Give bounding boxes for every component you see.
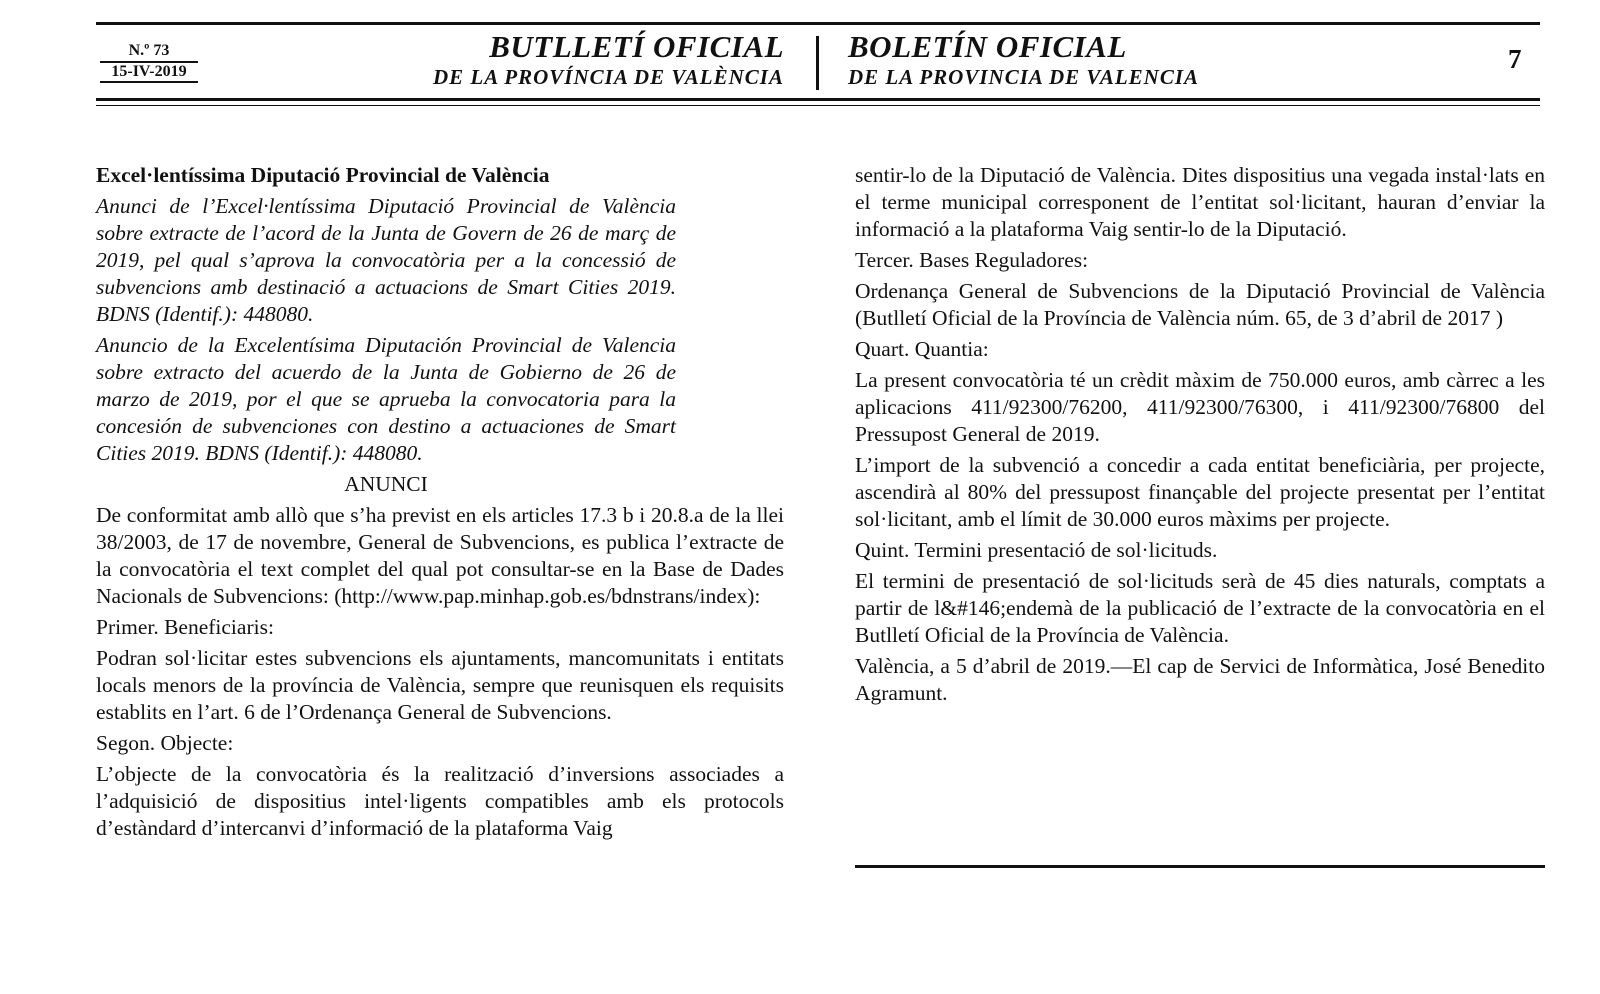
masthead-spanish-subtitle: DE LA PROVINCIA DE VALENCIA xyxy=(848,65,1200,89)
header-bottom-thin-rule xyxy=(96,105,1540,106)
continuation-paragraph: sentir-lo de la Diputació de València. Dites dispositius una vegada instal·lats en el terme municipal corresponent de l’entitat sol·licitant, hauran d’enviar la informació a la plataforma Vaig sentir-lo de la Diputació. xyxy=(855,163,1545,241)
organization-title: Excel·lentíssima Diputació Provincial de València xyxy=(96,163,550,187)
section-text-quint: El termini de presentació de sol·licituds serà de 45 dies naturals, comptats a partir de l&#146;endemà de la publicació de l’extracte de la convocatòria en el Butlletí Oficial de la Província de València. xyxy=(855,569,1545,647)
issue-date: 15-IV-2019 xyxy=(100,63,198,83)
issue-info xyxy=(100,42,200,83)
header-top-rule xyxy=(96,22,1540,25)
masthead-valencian-title: BUTLLETÍ OFICIAL xyxy=(489,29,784,64)
section-heading-quint: Quint. Termini presentació de sol·licituds. xyxy=(855,538,1218,562)
masthead-divider xyxy=(816,36,819,90)
section-text-segon: L’objecte de la convocatòria és la realització d’inversions associades a l’adquisició de dispositius intel·ligents compatibles amb els protocols d’estàndard d’intercanvi d’informació de la plataforma Vaig xyxy=(96,762,784,840)
masthead-valencian xyxy=(433,30,784,90)
issue-number: N.º 73 xyxy=(100,42,198,63)
section-heading-primer: Primer. Beneficiaris: xyxy=(96,615,274,639)
section-heading-tercer: Tercer. Bases Reguladores: xyxy=(855,248,1089,272)
section-text-tercer: Ordenança General de Subvencions de la Diputació Provincial de València (Butlletí Oficial de la Província de València núm. 65, de 3 d’abril de 2017 ) xyxy=(855,279,1545,330)
summary-valencian: Anunci de l’Excel·lentíssima Diputació Provincial de València sobre extracte de l’acord de la Junta de Govern de 26 de març de 2019, pel qual s’aprova la convocatòria per a la concessió de subvencions amb destinació a actuacions de Smart Cities 2019. BDNS (Identif.): 448080. xyxy=(96,194,676,326)
masthead-spanish xyxy=(848,30,1199,90)
summary-spanish: Anuncio de la Excelentísima Diputación Provincial de Valencia sobre extracto del acuerdo de la Junta de Gobierno de 26 de marzo de 2019, por el que se aprueba la convocatoria para la concesión de subvenciones con destino a actuaciones de Smart Cities 2019. BDNS (Identif.): 448080. xyxy=(96,333,676,465)
section-heading-segon: Segon. Objecte: xyxy=(96,731,234,755)
header-bottom-rule xyxy=(96,98,1540,101)
intro-paragraph: De conformitat amb allò que s’ha previst en els articles 17.3 b i 20.8.a de la llei 38/2003, de 17 de novembre, General de Subvencions, es publica l’extracte de la convocatòria el text complet del qual pot consultar-se en la Base de Dades Nacionals de Subvencions: (http://www.pap.minhap.gob.es/bdnstrans/index): xyxy=(96,503,784,608)
masthead-valencian-subtitle: DE LA PROVÍNCIA DE VALÈNCIA xyxy=(432,65,784,89)
signature-line: València, a 5 d’abril de 2019.—El cap de Servici de Informàtica, José Benedito Agramunt. xyxy=(855,654,1545,705)
masthead-spanish-title: BOLETÍN OFICIAL xyxy=(848,29,1127,64)
section-text-primer: Podran sol·licitar estes subvencions els ajuntaments, mancomunitats i entitats locals menors de la província de València, sempre que reunisquen els requisits establits en l’art. 6 de l’Ordenança General de Subvencions. xyxy=(96,646,784,724)
section-heading-quart: Quart. Quantia: xyxy=(855,337,989,361)
page-number: 7 xyxy=(1508,44,1522,74)
section-text-quart-credit: La present convocatòria té un crèdit màxim de 750.000 euros, amb càrrec a les aplicacions 411/92300/76200, 411/92300/76300, i 411/92300/76800 del Pressupost General de 2019. xyxy=(855,368,1545,446)
left-column xyxy=(96,162,784,846)
end-of-notice-rule xyxy=(855,865,1545,868)
anunci-heading: ANUNCI xyxy=(344,472,428,496)
section-text-quart-import: L’import de la subvenció a concedir a cada entitat beneficiària, per projecte, ascendirà al 80% del pressupost finançable del projecte presentat per l’entitat sol·licitant, amb el límit de 30.000 euros màxims per projecte. xyxy=(855,453,1545,531)
right-column xyxy=(855,162,1545,711)
